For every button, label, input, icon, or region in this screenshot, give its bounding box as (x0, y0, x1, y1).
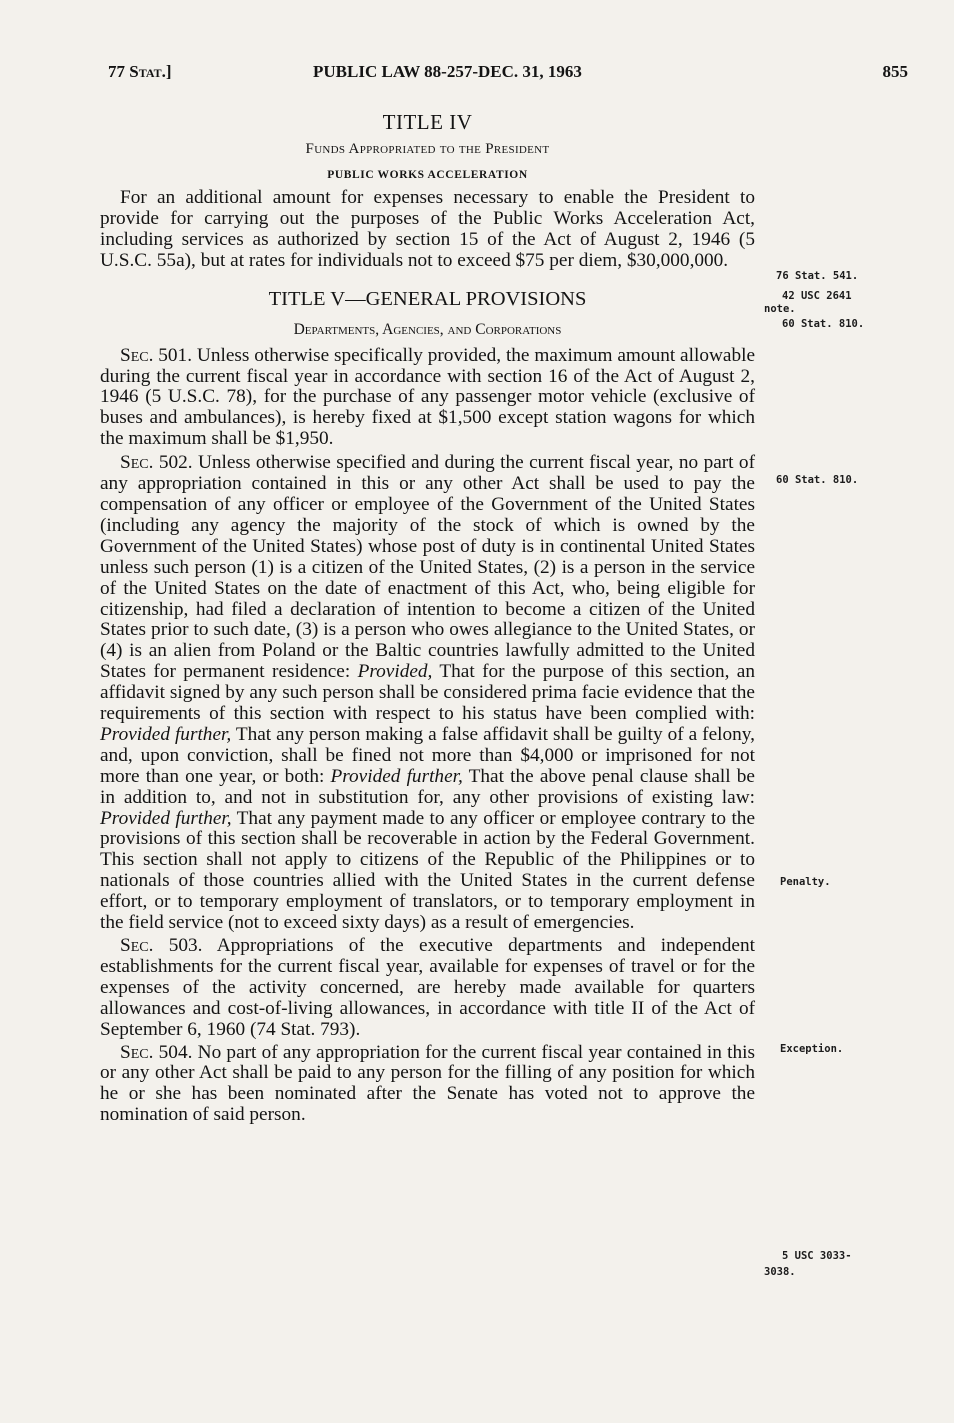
bracket: ] (165, 62, 172, 81)
sec-503-label: Sec. 503. (120, 935, 203, 956)
title-iv-subheading: Funds Appropriated to the President (305, 141, 550, 157)
sec-503-text: Appropriations of the executive departments and independent establishments for the current fiscal year, available for expenses of travel or for the expenses of the activity concerned, are hereby made available for quarters allowances and cost-of-living allowances, in accordance with title II of the Act of September 6, 1960 (74 Stat. 793). (100, 935, 755, 1040)
public-works-heading: PUBLIC WORKS ACCELERATION (327, 169, 528, 181)
running-header (108, 62, 908, 90)
sec-502-part4: That the above penal clause shall be in addition to, and not in substitution for, any other provisions of existing law: (100, 765, 755, 808)
margin-note-5-usc: 5 USC 3033- (782, 1250, 852, 1262)
margin-note-76-stat: 76 Stat. 541. (776, 270, 859, 282)
section-503 (100, 936, 755, 1041)
main-text (100, 108, 755, 1126)
title-v-subheading: Departments, Agencies, and Corporations (293, 320, 562, 338)
section-501 (100, 346, 755, 451)
sec-504-text: No part of any appropriation for the current fiscal year contained in this or any other Act shall be paid to any person for the filling of any position for which he or she has been nominated after the Senate has voted not to approve the nomination of said person. (100, 1041, 756, 1126)
margin-note-60-stat-b: 60 Stat. 810. (776, 474, 859, 486)
sec-502-part1: Unless otherwise specified and during the current fiscal year, no part of any appropriation contained in this or any other Act shall be used to pay the compensation of any officer or employee of the Government of the United States (including any agency the majority of the stock of which is owned by the Government of the United States) whose post of duty is in continental United States unless such person (1) is a citizen of the United States, (2) is a person in the service of the United States on the date of enactment of this Act, who, being eligible for citizenship, had filed a declaration of intention to become a citizen of the United States prior to such date, (3) is a person who owes allegiance to the United States, or (4) is an alien from Poland or the Baltic countries lawfully admitted to the United States for permanent residence: (100, 452, 755, 683)
sec-502-part2: That for the purpose of this section, an affidavit signed by any such person shall be considered prima facie evidence that the requirements of this section with respect to his status have been complied with: (100, 661, 756, 725)
margin-note-note: note. (764, 303, 796, 315)
section-502 (100, 453, 755, 934)
public-works-paragraph: For an additional amount for expenses necessary to enable the President to provide for carrying out the purposes of the Public Works Acceleration Act, including services as authorized by section 15 of the Act of August 2, 1946 (5 U.S.C. 55a), but at rates for individuals not to exceed $75 per diem, $30,000,000. (100, 187, 755, 271)
sec-501-text: Unless otherwise specifically provided, the maximum amount allowable during the current fiscal year in accordance with section 16 of the Act of August 2, 1946 (5 U.S.C. 78), for the purchase of any passenger motor vehicle (exclusive of buses and ambulances), is hereby fixed at $1,500 except station wagons for which the maximum shall be $1,950. (100, 344, 756, 450)
sec-501-label: Sec. 501. (120, 344, 193, 366)
margin-note-penalty: Penalty. (780, 876, 831, 888)
provided-3: Provided further, (330, 765, 463, 787)
provided-2: Provided further, (100, 723, 232, 745)
margin-note-60-stat-a: 60 Stat. 810. (782, 318, 865, 330)
provided-4: Provided further, (100, 807, 232, 829)
page-number: 855 (882, 62, 908, 81)
header-citation (108, 62, 172, 82)
volume-number: 77 (108, 62, 125, 81)
sec-504-label: Sec. 504. (120, 1041, 193, 1063)
margin-note-42-usc: 42 USC 2641 (782, 290, 852, 302)
section-504 (100, 1043, 755, 1127)
stat-label: Stat. (129, 62, 166, 81)
margin-note-3038: 3038. (764, 1266, 796, 1278)
header-title: PUBLIC LAW 88-257-DEC. 31, 1963 (313, 62, 582, 81)
margin-note-exception: Exception. (780, 1043, 844, 1055)
sec-502-part3: That any person making a false affidavit shall be guilty of a felony, and, upon conviction, shall be fined not more than $4,000 or imprisoned for not more than one year, or both: (100, 723, 755, 787)
title-iv-heading: TITLE IV (382, 110, 473, 134)
sec-502-label: Sec. 502. (120, 452, 193, 474)
sec-502-part5: That any payment made to any officer or employee contrary to the provisions of this section shall be recoverable in action by the Federal Government. This section shall not apply to citizens of the Republic of the Philippines or to nationals of those countries allied with the United States in the current defense effort, or to temporary employment of translators, or to temporary employment in the field service (not to exceed sixty days) as a result of emergencies. (100, 807, 755, 934)
provided-1: Provided, (357, 661, 433, 683)
title-v-heading: TITLE V—GENERAL PROVISIONS (268, 287, 587, 310)
